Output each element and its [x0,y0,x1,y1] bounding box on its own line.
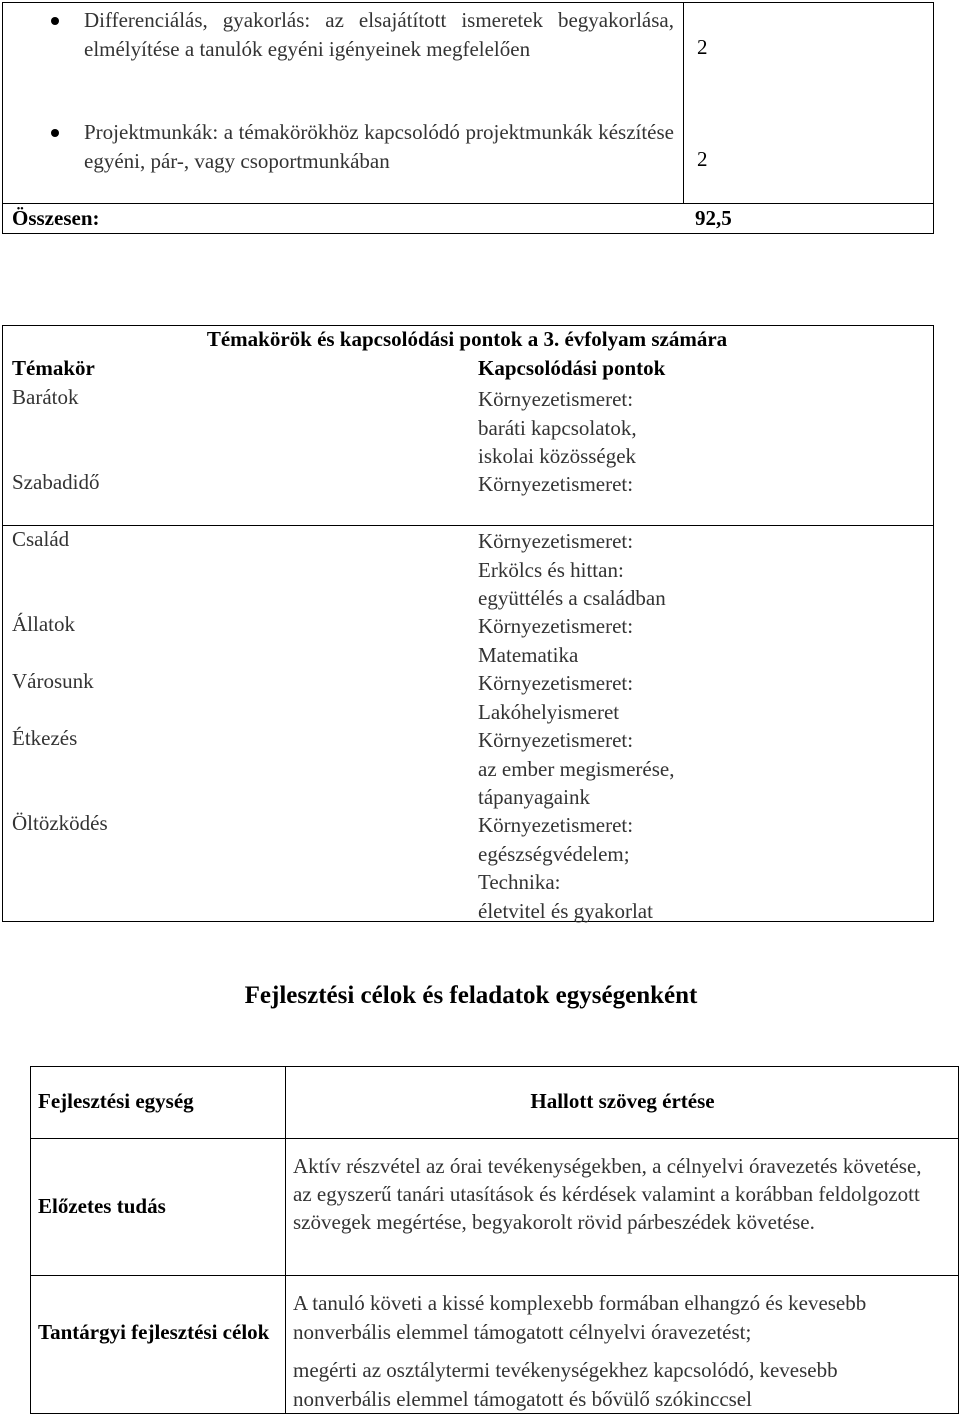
links-öltözködés [478,811,653,925]
links-barátok [478,385,637,471]
row-hours-differentiation: 2 [697,35,708,59]
topics-table-divider [2,525,934,526]
link-line: Környezetismeret: [478,671,634,695]
goals-label: Tantárgyi fejlesztési célok [38,1320,270,1344]
header-development-unit: Fejlesztési egység [38,1089,194,1113]
section-heading: Fejlesztési célok és feladatok egységenként [244,982,698,1009]
topics-table-border [2,325,934,922]
link-line: életvitel és gyakorlat [478,898,653,923]
topic-szabadidő: Szabadidő [12,470,100,494]
link-line: tápanyagaink [478,785,590,809]
link-line: egészségvédelem; [478,841,630,866]
goals-paragraph: A tanuló követi a kissé komplexebb formában elhangzó és kevesebb nonverbális elemmel támogatott célnyelvi óravezetést; [293,1291,867,1344]
topic-család: Család [12,527,70,551]
link-line: Környezetismeret: [478,472,634,496]
development-table-col-divider [285,1066,286,1414]
column-header-topic: Témakör [12,356,95,380]
link-line: Környezetismeret: [478,529,634,553]
bullet-icon [51,129,59,137]
total-label: Összesen: [12,206,100,230]
prior-knowledge-label: Előzetes tudás [38,1194,166,1218]
link-line: Matematika [478,642,579,667]
topic-állatok: Állatok [12,612,75,636]
development-table-row-divider [30,1275,959,1276]
link-line: Környezetismeret: [478,387,634,411]
links-szabadidő [478,470,633,499]
link-line: együttélés a családban [478,586,666,610]
link-line: Környezetismeret: [478,813,634,837]
goals-paragraph: megérti az osztálytermi tevékenységekhez kapcsolódó, kevesebb nonverbális elemmel támogatott és bővülő szókinccsel [293,1358,838,1411]
links-állatok [478,612,633,669]
link-line: iskolai közösségek [478,444,637,468]
total-value: 92,5 [695,206,732,230]
link-line: Erkölcs és hittan: [478,557,624,582]
column-header-links: Kapcsolódási pontok [478,356,666,380]
topic-étkezés: Étkezés [12,726,78,750]
topic-barátok: Barátok [12,385,79,409]
development-table-row-divider [30,1138,959,1139]
hours-table-divider [683,2,684,204]
topic-városunk: Városunk [12,669,94,693]
row-text-differentiation: Differenciálás, gyakorlás: az elsajátított ismeretek begyakorlása, elmélyítése a tanulók egyéni igényeinek megfelelően [84,8,674,61]
link-line: Lakóhelyismeret [478,699,620,724]
link-line: Környezetismeret: [478,614,634,638]
prior-knowledge-text: Aktív részvétel az órai tevékenységekben, a célnyelvi óravezetés követése, az egyszerű tanári utasítások és kérdések valamint a korábban feldolgozott szövegek megértése, begyakorolt rövid párbeszédek követése. [293,1154,922,1234]
header-listening: Hallott szöveg értése [530,1089,715,1113]
link-line: baráti kapcsolatok, [478,415,637,440]
topics-table-title: Témakörök és kapcsolódási pontok a 3. évfolyam számára [206,327,728,351]
link-line: Környezetismeret: [478,728,634,752]
topic-öltözködés: Öltözködés [12,811,108,835]
links-városunk [478,669,633,726]
goals-text [293,1289,933,1413]
link-line: az ember megismerése, [478,756,675,781]
row-text-projects: Projektmunkák: a témakörökhöz kapcsolódó projektmunkák készítése egyéni, pár-, vagy csoportmunkában [84,120,674,173]
bullet-icon [51,17,59,25]
links-család [478,527,666,613]
link-line: Technika: [478,870,561,894]
row-hours-projects: 2 [697,147,708,171]
hours-table-total-divider [2,203,934,204]
links-étkezés [478,726,675,812]
